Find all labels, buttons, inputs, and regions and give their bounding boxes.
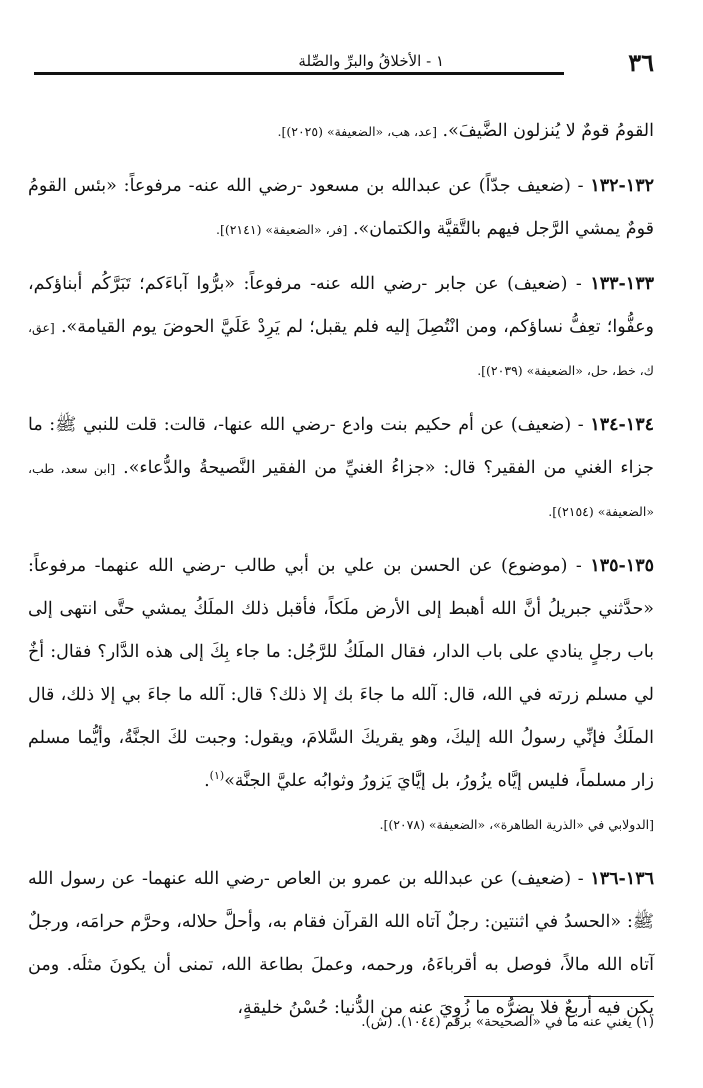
paragraph-text: - (ضعيف) عن أم حكيم بنت وادع -رضي الله عنها-، قالت: قلت للنبي ﷺ: ما جزاء الغني من الفقير؟ قال: «جزاءُ الغنيِّ من الفقير النَّصيحةُ والدُّعاء». <box>28 415 655 478</box>
hadith-number: ١٣٥-١٣٥ <box>590 556 654 576</box>
paragraph-text: - (موضوع) عن الحسن بن علي بن أبي طالب -رضي الله عنهما- مرفوعاً: «حدَّثني جبريلُ أنَّ الله أهبط إلى الأرض ملَكاً، فأقبل ذلك الملَكُ يمشي حتَّى انتهى إلى باب رجلٍ ينادي على باب الدار، فقال الملَكُ للرَّجُل: ما جاء بِكَ إلى هذه الدَّار؟ فقال: أخٌ لي مسلم زرته في الله، قال: آلله ما جاءَ بك إلا ذلك؟ قال: آلله ما جاءَ بي إلا ذلك، قال الملَكُ فإنِّي رسولُ الله إليكَ، وهو يقريكَ السَّلامَ، ويقول: وجبت لكَ الجنَّةُ، وأيُّما مسلم زار مسلماً، فليس إيَّاه يزُورُ، بل إيَّايَ يَزورُ وثوابُه عليَّ الجنَّة» <box>28 556 654 791</box>
hadith-135: ١٣٥-١٣٥ - (موضوع) عن الحسن بن علي بن أبي طالب -رضي الله عنهما- مرفوعاً: «حدَّثني جبريلُ أنَّ الله أهبط إلى الأرض ملَكاً، فأقبل ذلك الملَكُ يمشي حتَّى انتهى إلى باب رجلٍ ينادي على باب الدار، فقال الملَكُ للرَّجُل: ما جاء بِكَ إلى هذه الدَّار؟ فقال: أخٌ لي مسلم زرته في الله، قال: آلله ما جاءَ بك إلا ذلك؟ قال: آلله ما جاءَ بي إلا ذلك، قال الملَكُ فإنِّي رسولُ الله إليكَ، وهو يقريكَ السَّلامَ، ويقول: وجبت لكَ الجنَّةُ، وأيُّما مسلم زار مسلماً، فليس إيَّاه يزُورُ، بل إيَّايَ يَزورُ وثوابُه عليَّ الجنَّة»$^{(١)}$. [الدولابي في «الذرية الطاهرة»، «الضعيفة» (٢٠٧٨)]. <box>28 556 654 832</box>
hadith-number: ١٣٦-١٣٦ <box>590 869 654 889</box>
page-number: ٣٦ <box>628 48 654 77</box>
source-citation: [الدولابي في «الذرية الطاهرة»، «الضعيفة» (٢٠٧٨)]. <box>379 817 654 832</box>
source-citation: [عد، هب، «الضعيفة» (٢٠٢٥)]. <box>277 124 437 139</box>
running-title: ١ - الأخلاقُ والبرِّ والصِّلة <box>298 52 444 70</box>
footnote-reference: (١) <box>209 769 225 783</box>
hadith-number: ١٣٣-١٣٣ <box>590 274 654 294</box>
page-header <box>28 40 654 84</box>
source-citation: [فر، «الضعيفة» (٢١٤١)]. <box>215 222 348 237</box>
hadith-134 <box>28 404 654 533</box>
hadith-number: ١٣٤-١٣٤ <box>590 415 654 435</box>
hadith-132 <box>28 165 654 251</box>
source-citation: [عق، ك، خط، حل، «الضعيفة» (٢٠٣٩)]. <box>28 320 654 378</box>
footnote: (١) يغني عنه ما في «الصحيحة» برقم (١٠٤٤). (ش). <box>361 1014 654 1030</box>
source-citation: [ابن سعد، طب، «الضعيفة» (٢١٥٤)]. <box>28 461 654 519</box>
main-text <box>28 110 654 1030</box>
hadith-136 <box>28 858 654 1030</box>
hadith-133 <box>28 263 654 392</box>
footnote-rule <box>464 996 654 997</box>
book-page <box>28 40 654 1042</box>
hadith-number: ١٣٢-١٣٢ <box>590 176 654 196</box>
paragraph-continuation <box>28 110 654 153</box>
paragraph-text: - (ضعيف) عن عبدالله بن عمرو بن العاص -رضي الله عنهما- عن رسول الله ﷺ: «الحسدُ في اثنتين: رجلٌ آتاه الله القرآن فقام به، وأحلَّ حلاله، وحرَّم حرامَه، ورجلٌ آتاه الله مالاً، فوصل به أقرباءَهُ، ورحمه، وعملَ بطاعة الله، تمنى أن يكونَ مثلَه. ومن يكن فيه أربعٌ فلا يضرُّه ما زُوِيَ عنه من الدُّنيا: حُسْنُ خليقةٍ، <box>28 869 654 1018</box>
paragraph-text: القومُ قومٌ لا يُنزلون الضَّيفَ». <box>436 121 654 141</box>
header-rule <box>34 72 564 75</box>
paragraph-text: - (ضعيف) عن جابر -رضي الله عنه- مرفوعاً: «برُّوا آباءَكم؛ تَبَرَّكُم أبناؤكم، وعفُّوا؛ تعِفُّ نساؤكم، ومن انْتُصِلَ إليه فلم يقبل؛ لم يَرِدْ عَلَيَّ الحوضَ يوم القيامة». <box>28 274 654 337</box>
paragraph-text: - (ضعيف جدّاً) عن عبدالله بن مسعود -رضي الله عنه- مرفوعاً: «بئس القومُ قومٌ يمشي الرَّجل فيهم بالتَّقيَّة والكتمان». <box>28 176 654 239</box>
